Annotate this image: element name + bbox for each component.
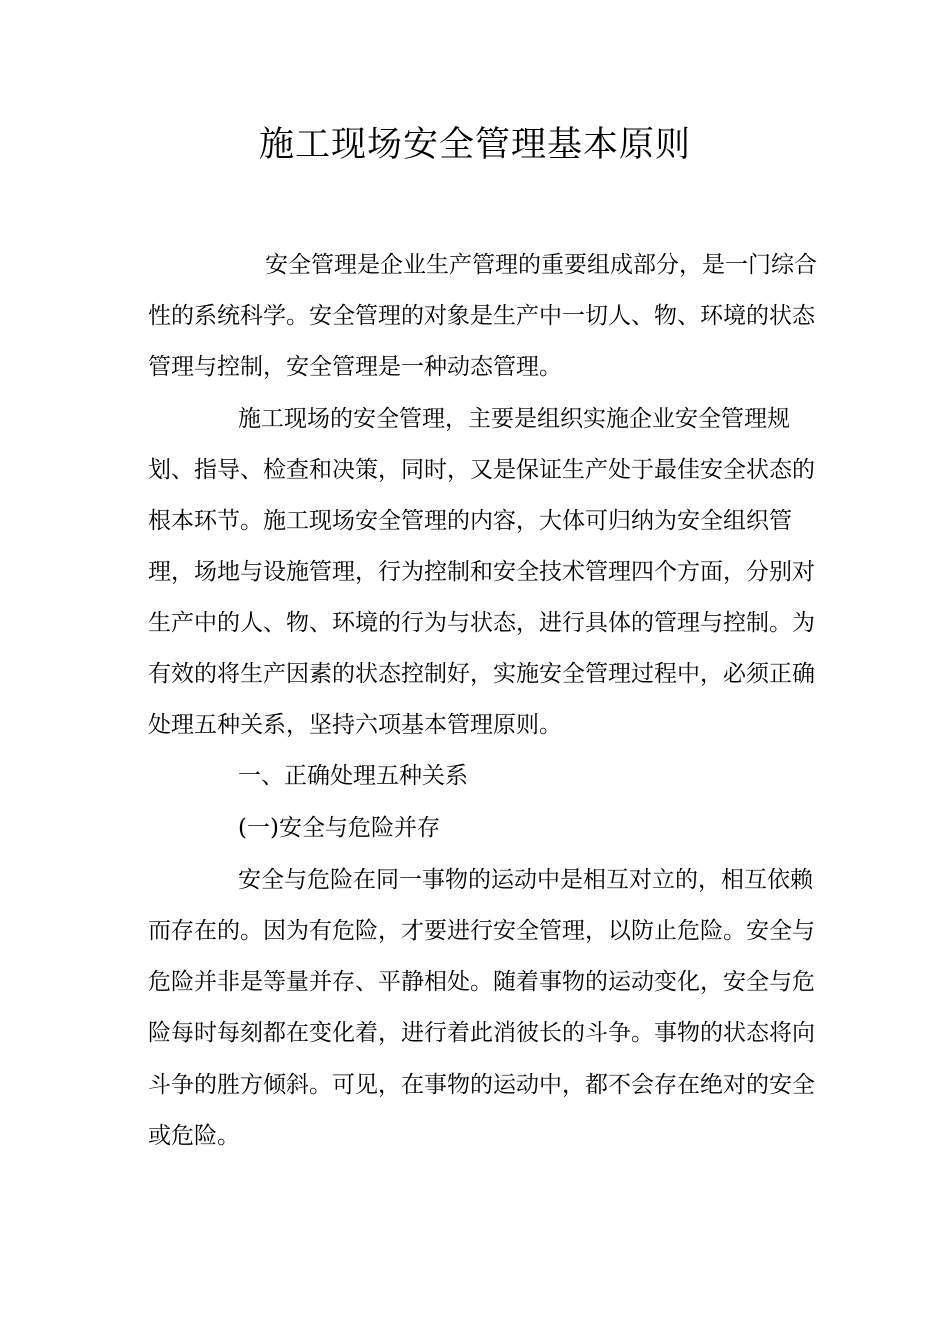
document-title: 施工现场安全管理基本原则 [258,125,691,165]
paragraph-line: 生产中的人、物、环境的行为与状态，进行具体的管理与控制。为 [148,610,815,636]
paragraph-line: 有效的将生产因素的状态控制好，实施安全管理过程中，必须正确 [148,661,815,687]
paragraph-line: 根本环节。施工现场安全管理的内容，大体可归纳为安全组织管 [148,508,792,534]
subsection-heading: (一)安全与危险并存 [238,815,440,841]
paragraph-line: 安全与危险在同一事物的运动中是相互对立的，相互依赖 [238,867,813,893]
section-heading: 一、正确处理五种关系 [238,763,468,789]
paragraph-line: 施工现场的安全管理，主要是组织实施企业安全管理规 [238,406,790,432]
paragraph-line: 管理与控制，安全管理是一种动态管理。 [148,354,562,380]
paragraph-line: 危险并非是等量并存、平静相处。随着事物的运动变化，安全与危 [148,969,815,995]
paragraph-line: 或危险。 [148,1123,240,1149]
paragraph-line: 性的系统科学。安全管理的对象是生产中一切人、物、环境的状态 [148,303,815,329]
paragraph-line: 安全管理是企业生产管理的重要组成部分，是一门综合 [265,252,817,278]
paragraph-line: 划、指导、检查和决策，同时，又是保证生产处于最佳安全状态的 [148,457,815,483]
paragraph-line: 而存在的。因为有危险，才要进行安全管理，以防止危险。安全与 [148,918,815,944]
paragraph-line: 理，场地与设施管理，行为控制和安全技术管理四个方面，分别对 [148,559,815,585]
paragraph-line: 处理五种关系，坚持六项基本管理原则。 [148,712,562,738]
paragraph-line: 斗争的胜方倾斜。可见，在事物的运动中，都不会存在绝对的安全 [148,1072,815,1098]
paragraph-line: 险每时每刻都在变化着，进行着此消彼长的斗争。事物的状态将向 [148,1020,815,1046]
